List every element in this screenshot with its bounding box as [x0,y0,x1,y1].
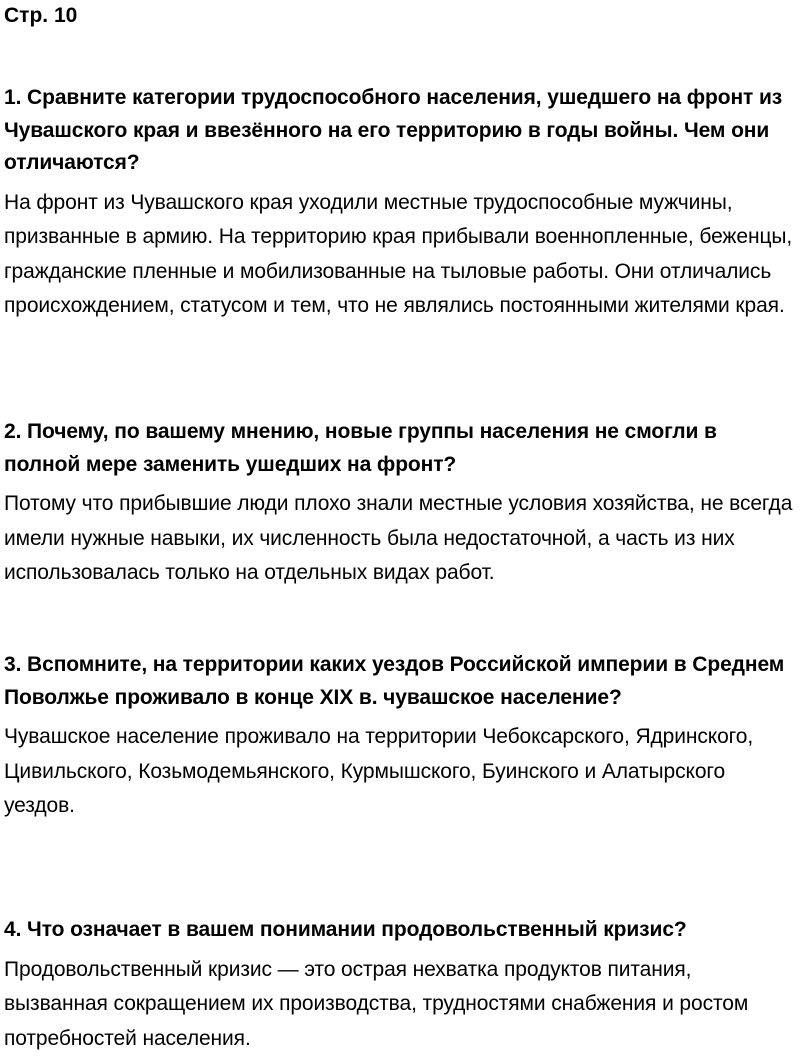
answer-4: Продовольственный кризис — это острая нехватка продуктов питания, вызванная сокращением их производства, трудностями снабжения и ростом потребностей населения. [4,957,749,1050]
qa-item-2 [4,416,796,591]
qa-item-3 [4,649,796,824]
question-4: 4. Что означает в вашем понимании продовольственный кризис? [4,918,687,941]
question-2: 2. Почему, по вашему мнению, новые группы населения не смогли в полной мере заменить ушедших на фронт? [4,420,717,476]
question-3: 3. Вспомните, на территории каких уездов Российской империи в Среднем Поволжье проживало в конце XIX в. чувашское население? [4,653,785,709]
qa-item-4 [4,914,796,1056]
qa-item-1 [4,82,796,324]
answer-1: На фронт из Чувашского края уходили местные трудоспособные мужчины, призванные в армию. На территорию края прибывали военнопленные, беженцы, гражданские пленные и мобилизованные на тыловые работы. Они отличались происхождением, статусом и тем, что не являлись постоянными жителями края. [4,190,793,317]
answer-2: Потому что прибывшие люди плохо знали местные условия хозяйства, не всегда имели нужные навыки, их численность была недостаточной, а часть из них использовалась только на отдельных видах работ. [4,492,793,584]
question-1: 1. Сравните категории трудоспособного населения, ушедшего на фронт из Чувашского края и ввезённого на его территорию в годы войны. Чем они отличаются? [4,86,783,174]
page-number: Стр. 10 [4,4,78,27]
answer-3: Чувашское население проживало на территории Чебоксарского, Ядринского, Цивильского, Козьмодемьянского, Курмышского, Буинского и Алатырского уездов. [4,725,754,817]
